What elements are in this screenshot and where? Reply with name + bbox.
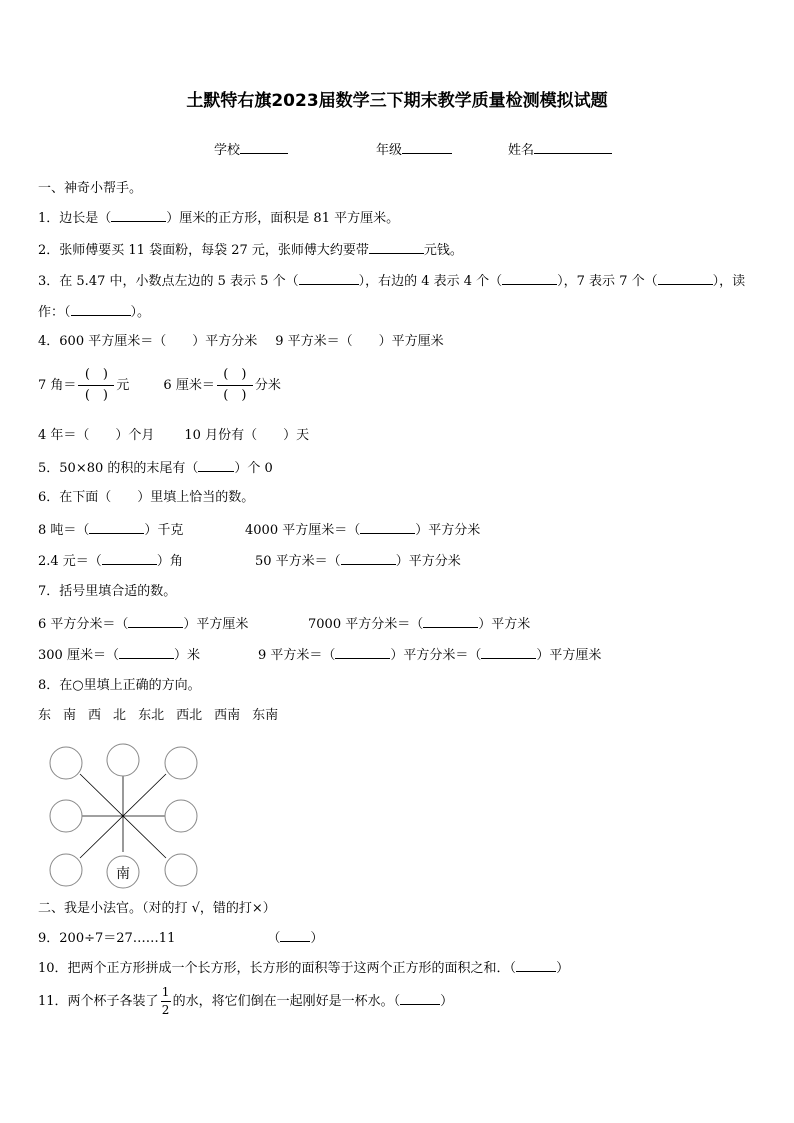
page-title: 土默特右旗2023届数学三下期末教学质量检测模拟试题: [186, 91, 608, 111]
question-7: [38, 583, 176, 601]
q1-blank[interactable]: [111, 208, 166, 222]
q9-text: 200÷7＝27……11: [59, 931, 176, 946]
question-11: [38, 984, 453, 1020]
q2-text-post: 元钱。: [423, 243, 463, 258]
q6-item-3-post: ）角: [156, 554, 183, 569]
q3-blank-3[interactable]: [658, 271, 713, 285]
q7-text: 括号里填合适的数。: [59, 584, 177, 599]
q6-item-2-pre: 4000 平方厘米＝（: [245, 523, 361, 538]
circle-southwest[interactable]: [50, 854, 82, 886]
q3-text-f: ）。: [130, 305, 151, 320]
direction-diagram: [44, 740, 214, 890]
option-southeast: 东南: [252, 708, 279, 723]
grade-label: 年级: [376, 143, 403, 158]
q7-item-4-post: ）平方厘米: [536, 648, 602, 663]
grade-field: [376, 140, 452, 160]
option-southwest: 西南: [214, 708, 241, 723]
q10-text: 把两个正方形拼成一个长方形，长方形的面积等于这两个正方形的面积之和．（: [67, 961, 517, 976]
q4-item-4-label: 6 厘米＝: [163, 378, 215, 393]
q7-item-4-pre: 9 平方米＝（: [258, 648, 336, 663]
circle-east[interactable]: [165, 800, 197, 832]
q11-fraction-denominator: 2: [161, 1003, 170, 1017]
option-northeast: 东北: [138, 708, 165, 723]
question-7-line-1b: [308, 614, 530, 634]
q1-text-post: ）厘米的正方形，面积是 81 平方厘米。: [166, 211, 400, 226]
q11-fraction-half: [161, 986, 171, 1017]
circle-north[interactable]: [107, 744, 139, 776]
q9-answer-blank[interactable]: [280, 928, 310, 942]
name-field: [508, 140, 612, 160]
q6-item-1-post: ）千克: [144, 523, 184, 538]
q1-number: 1．: [38, 211, 60, 226]
q11-paren-right: ）: [440, 994, 454, 1009]
question-6-line-2b: [255, 551, 461, 571]
q6-blank-3[interactable]: [102, 551, 157, 565]
question-7-line-2: [38, 645, 200, 665]
q6-item-4-post: ）平方分米: [395, 554, 461, 569]
q10-paren-right: ）: [556, 961, 570, 976]
q7-blank-1[interactable]: [128, 614, 183, 628]
q6-item-1-pre: 8 吨＝（: [38, 523, 90, 538]
fraction-bar: [217, 385, 253, 386]
question-4-line-2: [38, 366, 281, 406]
name-label: 姓名: [508, 143, 535, 158]
q3-text-c: ），7 表示 7 个（: [557, 274, 658, 289]
grade-blank[interactable]: [402, 140, 452, 154]
q4-item-6: 10 月份有（ ）天: [184, 428, 310, 443]
option-east: 东: [38, 708, 52, 723]
circle-southeast[interactable]: [165, 854, 197, 886]
q4-fraction-2-numerator: ( ): [223, 367, 247, 382]
question-2: [38, 240, 463, 260]
fraction-bar: [78, 385, 114, 386]
q4-item-2: 9 平方米＝（ ）平方厘米: [275, 334, 444, 349]
question-9: [38, 928, 323, 948]
q10-answer-blank[interactable]: [516, 958, 556, 972]
q5-text-post: ）个 0: [234, 461, 273, 476]
question-10: [38, 958, 569, 978]
q11-answer-blank[interactable]: [400, 991, 440, 1005]
name-blank[interactable]: [534, 140, 612, 154]
q7-item-1-pre: 6 平方分米＝（: [38, 617, 129, 632]
fraction-bar: [161, 1001, 171, 1002]
q7-blank-3[interactable]: [119, 645, 174, 659]
q6-number: 6．: [38, 490, 60, 505]
q5-number: 5．: [38, 461, 60, 476]
school-field: [214, 140, 288, 160]
q6-text: 在下面（ ）里填上恰当的数。: [59, 490, 255, 505]
option-north: 北: [113, 708, 127, 723]
q4-item-3-unit: 元: [116, 378, 130, 393]
q3-blank-2[interactable]: [502, 271, 557, 285]
question-6-line-1: [38, 520, 183, 540]
q7-blank-2[interactable]: [423, 614, 478, 628]
q6-blank-2[interactable]: [360, 520, 415, 534]
question-7-line-1: [38, 614, 248, 634]
q7-blank-4[interactable]: [335, 645, 390, 659]
question-8: [38, 677, 201, 695]
q4-item-5: 4 年＝（ ）个月: [38, 428, 155, 443]
direction-options: [38, 707, 278, 725]
q7-number: 7．: [38, 584, 60, 599]
school-blank[interactable]: [240, 140, 288, 154]
section-2-heading: 二、我是小法官。（对的打 √，错的打×）: [38, 901, 276, 916]
q3-text-b: ），右边的 4 表示 4 个（: [358, 274, 503, 289]
q6-item-3-pre: 2.4 元＝（: [38, 554, 102, 569]
q4-fraction-1-numerator: ( ): [84, 367, 108, 382]
question-4-line-3: [38, 427, 309, 445]
q10-number: 10．: [38, 961, 68, 976]
q3-text-a: 在 5.47 中，小数点左边的 5 表示 5 个（: [59, 274, 299, 289]
q9-number: 9．: [38, 931, 60, 946]
q11-text-pre: 两个杯子各装了: [67, 994, 159, 1009]
q1-text-pre: 边长是（: [59, 211, 112, 226]
school-label: 学校: [214, 143, 241, 158]
q3-text-e: 作：（: [38, 305, 71, 320]
q7-blank-5[interactable]: [481, 645, 536, 659]
question-7-line-2b: [258, 645, 601, 665]
q8-text: 在○里填上正确的方向。: [59, 678, 201, 693]
q9-paren-left: （: [267, 931, 281, 946]
q7-item-3-pre: 300 厘米＝（: [38, 648, 119, 663]
option-west: 西: [88, 708, 102, 723]
q3-text-d: ），读: [712, 274, 746, 289]
question-4-line-1: [38, 333, 444, 351]
q3-blank-1[interactable]: [299, 271, 359, 285]
q4-fraction-2-denominator: ( ): [223, 388, 247, 403]
q7-item-2-post: ）平方米: [478, 617, 531, 632]
q4-fraction-2[interactable]: [217, 367, 253, 404]
south-label: 南: [116, 866, 130, 882]
option-northwest: 西北: [176, 708, 203, 723]
section-1-heading: 一、神奇小帮手。: [38, 181, 143, 196]
q4-fraction-1[interactable]: [78, 367, 114, 404]
q6-item-4-pre: 50 平方米＝（: [255, 554, 341, 569]
q9-paren-right: ）: [310, 931, 324, 946]
q2-number: 2．: [38, 243, 60, 258]
q6-item-2-post: ）平方分米: [415, 523, 481, 538]
q5-blank[interactable]: [198, 458, 234, 472]
question-3-line-2: [38, 302, 150, 322]
question-6-line-2: [38, 551, 183, 571]
q7-item-4-mid: ）平方分米＝（: [390, 648, 482, 663]
q7-item-1-post: ）平方厘米: [183, 617, 249, 632]
q7-item-2-pre: 7000 平方分米＝（: [308, 617, 424, 632]
q11-fraction-numerator: 1: [161, 985, 170, 999]
q6-blank-1[interactable]: [89, 520, 144, 534]
q4-fraction-1-denominator: ( ): [84, 388, 108, 403]
q4-item-1: 600 平方厘米＝（ ）平方分米: [59, 334, 258, 349]
question-3-line-1: [38, 271, 745, 291]
q8-number: 8．: [38, 678, 60, 693]
q11-number: 11．: [38, 994, 68, 1009]
question-6-line-1b: [245, 520, 480, 540]
q4-item-4-unit: 分米: [254, 378, 281, 393]
q11-text-post: 的水，将它们倒在一起刚好是一杯水。（: [172, 994, 401, 1009]
q6-blank-4[interactable]: [341, 551, 396, 565]
q5-text-pre: 50×80 的积的末尾有（: [59, 461, 199, 476]
q2-text-pre: 张师傅要买 11 袋面粉，每袋 27 元，张师傅大约要带: [59, 243, 369, 258]
q4-item-3-label: 7 角＝: [38, 378, 77, 393]
q2-blank[interactable]: [369, 240, 424, 254]
circle-northeast[interactable]: [165, 747, 197, 779]
q4-number: 4．: [38, 334, 60, 349]
q3-number: 3．: [38, 274, 60, 289]
q7-item-3-post: ）米: [173, 648, 200, 663]
option-south: 南: [63, 708, 77, 723]
circle-west[interactable]: [50, 800, 82, 832]
question-6: [38, 489, 254, 507]
circle-northwest[interactable]: [50, 747, 82, 779]
question-5: [38, 458, 273, 478]
question-1: [38, 208, 399, 228]
q3-blank-4[interactable]: [71, 302, 131, 316]
